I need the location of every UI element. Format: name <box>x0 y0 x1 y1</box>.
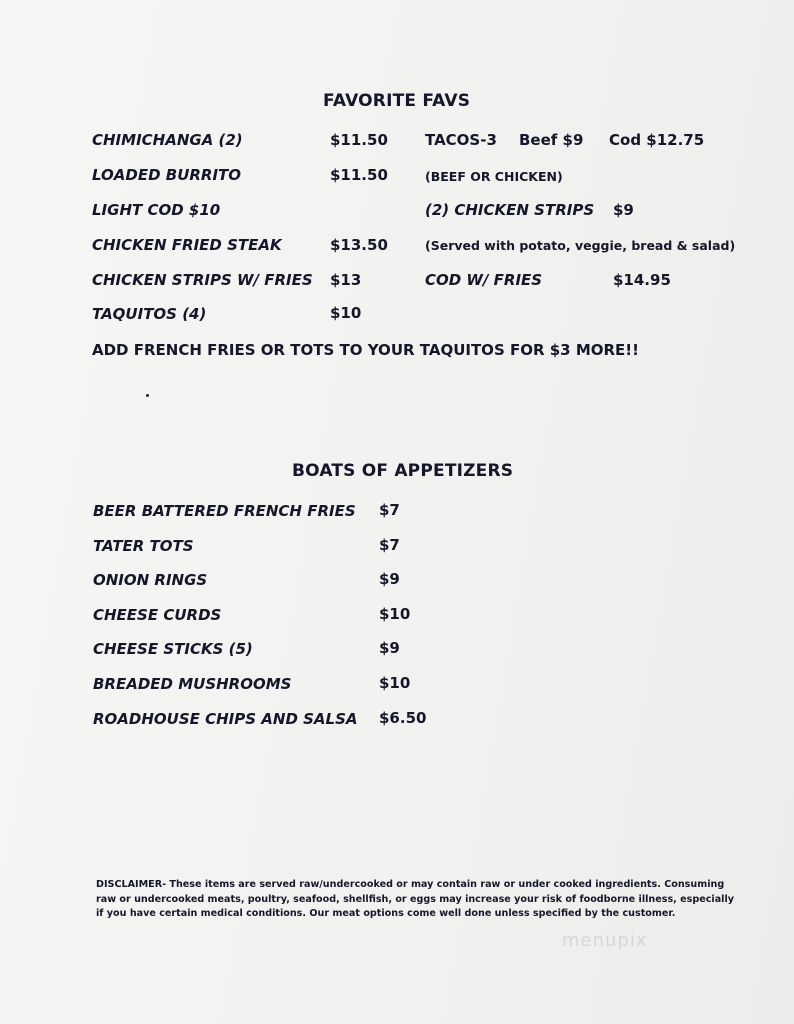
appetizer-name: BEER BATTERED FRENCH FRIES <box>93 502 356 520</box>
add-on-note: ADD FRENCH FRIES OR TOTS TO YOUR TAQUITOS FOR $3 MORE!! <box>92 341 639 359</box>
menu-item-price: $13 <box>330 271 362 289</box>
cod-fries-name: COD W/ FRIES <box>425 271 543 289</box>
menu-item-name: TAQUITOS (4) <box>92 305 207 323</box>
menu-item-price: $10 <box>330 304 362 322</box>
appetizers-heading: BOATS OF APPETIZERS <box>292 461 514 481</box>
watermark-logo: menupix <box>562 930 648 951</box>
chicken-strips-note: (Served with potato, veggie, bread & salad) <box>425 238 736 253</box>
tacos-note: (BEEF OR CHICKEN) <box>425 169 563 184</box>
menu-item-name: CHIMICHANGA (2) <box>92 131 243 149</box>
appetizer-name: BREADED MUSHROOMS <box>93 675 292 693</box>
favorites-heading: FAVORITE FAVS <box>323 91 471 111</box>
menu-item-name: CHICKEN FRIED STEAK <box>92 236 282 254</box>
tacos-name: TACOS-3 <box>425 131 497 149</box>
appetizer-price: $9 <box>379 570 400 588</box>
menu-item-price: $11.50 <box>330 166 388 184</box>
menu-item-price: $13.50 <box>330 236 388 254</box>
appetizer-price: $7 <box>379 501 400 519</box>
menu-item-name: LIGHT COD $10 <box>92 201 221 219</box>
appetizer-name: ONION RINGS <box>93 571 208 589</box>
speck <box>146 394 149 397</box>
tacos-beef-price: Beef $9 <box>519 131 584 149</box>
menu-item-name: LOADED BURRITO <box>92 166 242 184</box>
appetizer-name: CHEESE STICKS (5) <box>93 640 253 658</box>
chicken-strips-price: $9 <box>613 201 634 219</box>
appetizer-price: $9 <box>379 639 400 657</box>
menu-item-price: $11.50 <box>330 131 388 149</box>
cod-fries-price: $14.95 <box>613 271 671 289</box>
appetizer-price: $10 <box>379 605 411 623</box>
menu-item-name: CHICKEN STRIPS W/ FRIES <box>92 271 313 289</box>
chicken-strips-name: (2) CHICKEN STRIPS <box>425 201 595 219</box>
appetizer-name: CHEESE CURDS <box>93 606 222 624</box>
appetizer-price: $7 <box>379 536 400 554</box>
appetizer-price: $6.50 <box>379 709 427 727</box>
tacos-cod-price: Cod $12.75 <box>609 131 705 149</box>
appetizer-price: $10 <box>379 674 411 692</box>
appetizer-name: ROADHOUSE CHIPS AND SALSA <box>93 710 358 728</box>
appetizer-name: TATER TOTS <box>93 537 194 555</box>
disclaimer-text: DISCLAIMER- These items are served raw/undercooked or may contain raw or under cooked ingredients. Consuming raw or undercooked meats, poultry, seafood, shellfish, or eggs may increase your risk of foodborne illness, especially if you have certain medical conditions. Our meat options come well done unless specified by the customer. <box>96 879 735 919</box>
